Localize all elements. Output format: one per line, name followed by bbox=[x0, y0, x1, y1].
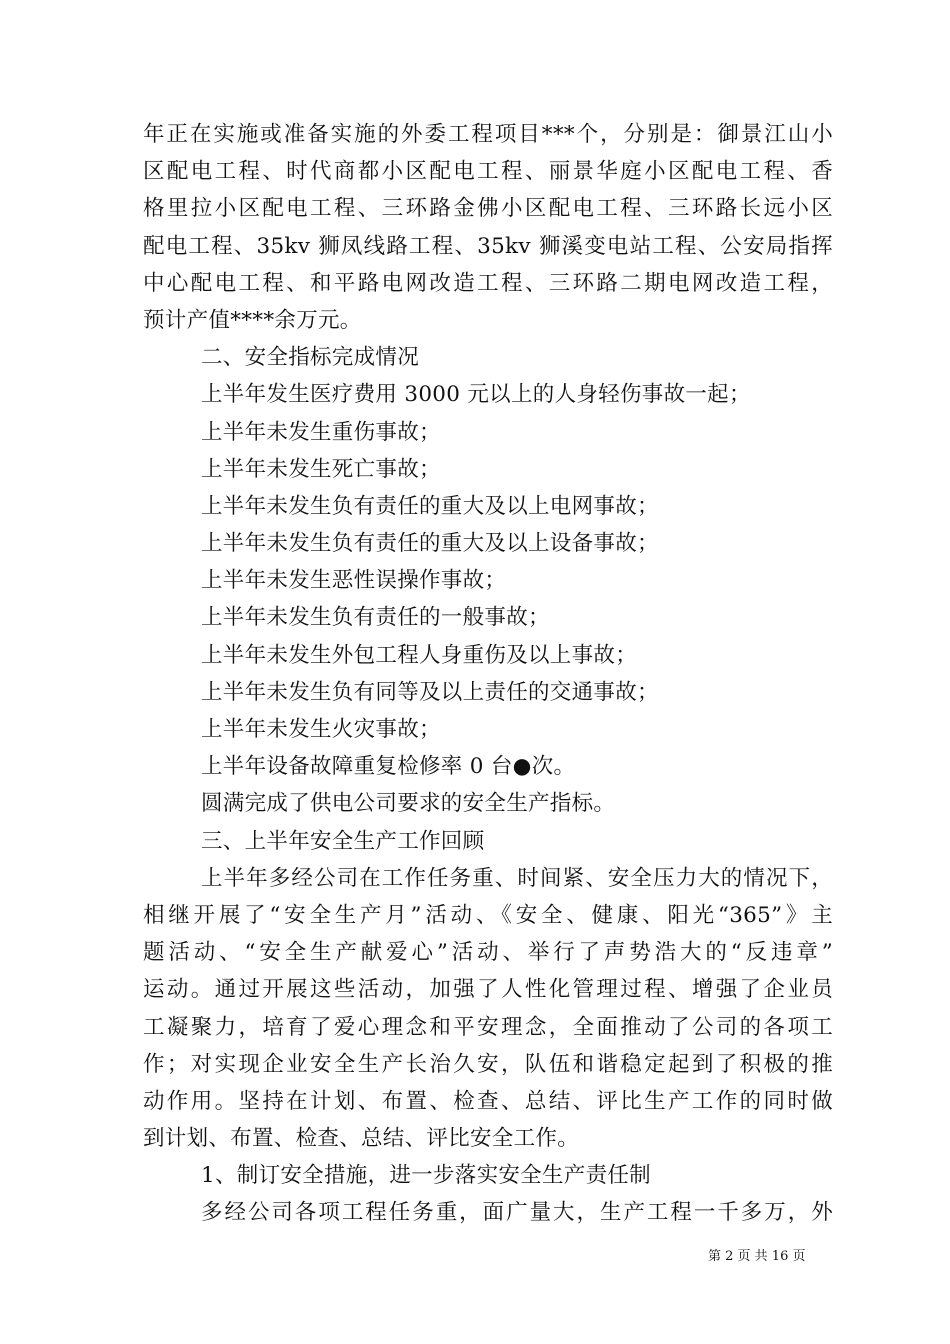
section-heading: 三、上半年安全生产工作回顾 bbox=[201, 828, 485, 854]
paragraph-line: 配电工程、35kv 狮凤线路工程、35kv 狮溪变电站工程、公安局指挥 bbox=[143, 233, 833, 259]
list-item: 上半年未发生火灾事故； bbox=[201, 717, 441, 742]
paragraph-line: 到计划、布置、检查、总结、评比安全工作。 bbox=[143, 1126, 580, 1152]
list-item: 上半年未发生恶性误操作事故； bbox=[201, 568, 507, 594]
list-item: 上半年未发生负有责任的一般事故； bbox=[201, 605, 550, 631]
paragraph-line: 圆满完成了供电公司要求的安全生产指标。 bbox=[201, 791, 616, 817]
paragraph-line: 年正在实施或准备实施的外委工程项目***个，分别是：御景江山小 bbox=[143, 122, 833, 147]
paragraph-line: 格里拉小区配电工程、三环路金佛小区配电工程、三环路长远小区 bbox=[143, 196, 833, 222]
paragraph-line: 动作用。坚持在计划、布置、检查、总结、评比生产工作的同时做 bbox=[143, 1088, 833, 1114]
list-item: 上半年发生医疗费用 3000 元以上的人身轻伤事故一起； bbox=[201, 382, 751, 408]
list-item: 上半年未发生死亡事故； bbox=[201, 456, 441, 482]
paragraph-line: 工凝聚力，培育了爱心理念和平安理念，全面推动了公司的各项工 bbox=[143, 1014, 833, 1040]
paragraph-line: 相继开展了“安全生产月”活动、《安全、健康、阳光“365”》主 bbox=[143, 902, 833, 928]
page-number-footer: 第 2 页 共 16 页 bbox=[708, 1249, 806, 1264]
list-item: 上半年未发生重伤事故； bbox=[201, 419, 441, 445]
paragraph-line: 区配电工程、时代商都小区配电工程、丽景华庭小区配电工程、香 bbox=[143, 159, 833, 185]
paragraph-line: 运动。通过开展这些活动，加强了人性化管理过程、增强了企业员 bbox=[143, 977, 833, 1003]
section-heading: 二、安全指标完成情况 bbox=[201, 345, 420, 371]
paragraph-line: 上半年多经公司在工作任务重、时间紧、安全压力大的情况下， bbox=[201, 865, 833, 891]
document-body bbox=[143, 116, 843, 1232]
list-item: 上半年未发生负有责任的重大及以上设备事故； bbox=[201, 531, 659, 557]
list-item: 上半年设备故障重复检修率 0 台●次。 bbox=[201, 754, 576, 780]
paragraph-line: 题活动、“安全生产献爱心”活动、举行了声势浩大的“反违章” bbox=[143, 940, 833, 966]
subsection-heading: 1、制订安全措施，进一步落实安全生产责任制 bbox=[201, 1163, 651, 1189]
paragraph-line: 中心配电工程、和平路电网改造工程、三环路二期电网改造工程， bbox=[143, 270, 833, 296]
paragraph-line: 预计产值****余万元。 bbox=[143, 307, 362, 333]
list-item: 上半年未发生外包工程人身重伤及以上事故； bbox=[201, 642, 638, 668]
list-item: 上半年未发生负有责任的重大及以上电网事故； bbox=[201, 493, 659, 519]
paragraph-line: 作；对实现企业安全生产长治久安，队伍和谐稳定起到了积极的推 bbox=[143, 1051, 833, 1077]
paragraph-line: 多经公司各项工程任务重，面广量大，生产工程一千多万，外 bbox=[201, 1200, 833, 1226]
list-item: 上半年未发生负有同等及以上责任的交通事故； bbox=[201, 679, 659, 705]
